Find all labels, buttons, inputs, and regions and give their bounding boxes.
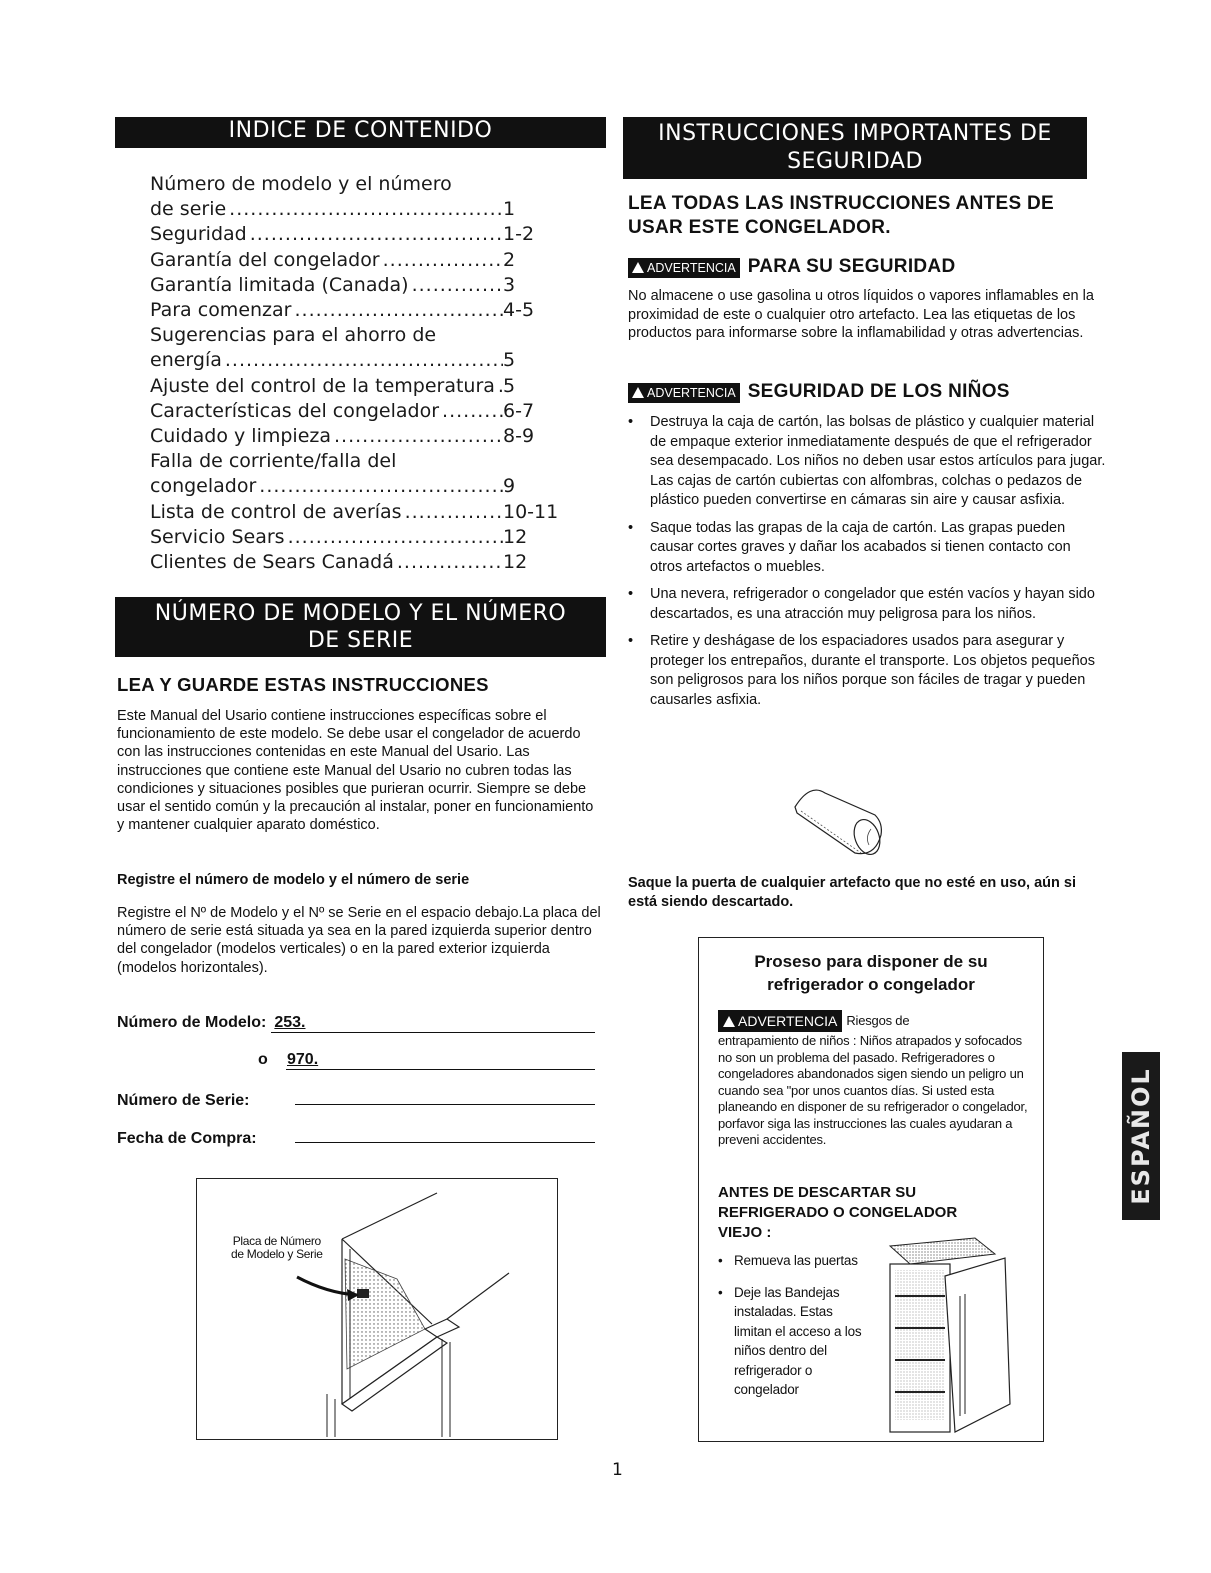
toc-entry: congelador ..... 9	[150, 474, 555, 499]
disposal-warning-lead: Riesgos de	[846, 1013, 910, 1029]
model-number-alt-line	[286, 1051, 595, 1070]
disposal-box	[698, 937, 1044, 1442]
serial-number-label: Número de Serie:	[117, 1092, 250, 1109]
warning-triangle-icon	[632, 262, 644, 273]
list-item: • Una nevera, refrigerador o congelador que estén vacíos y hayan sido descartados, es una atracción muy peligrosa para los niños.	[628, 585, 1106, 624]
model-number-value-1: 253.	[274, 1014, 306, 1031]
toc-entry: Seguridad ..... 1-2	[150, 222, 555, 247]
language-side-tab	[1122, 1052, 1160, 1220]
serial-number-line	[295, 1088, 595, 1105]
table-of-contents	[150, 172, 559, 575]
manual-paragraph: Este Manual del Usario contiene instrucciones específicas sobre el funcionamiento de este modelo. Se debe usar el congelador de acuerdo con las instrucciones contenidas en este Manual del Usario. Las instrucciones que contiene este Manual del Usario no cubren todas las condiciones y situaciones posibles que purieran ocurrir. Siempre se debe usar el sentido común y la precaución al instalar, poner en funcionamiento y mantener cualquier aparato doméstico.	[117, 708, 594, 834]
model-number-value-2: 970.	[287, 1051, 319, 1068]
list-item: • Deje las Bandejas instaladas. Estas limitan el acceso a los niños dentro del refrigerador o congelador	[718, 1283, 868, 1400]
for-safety-heading: PARA SU SEGURIDAD	[747, 256, 956, 277]
keep-instructions-heading: LEA Y GUARDE ESTAS INSTRUCCIONES	[117, 674, 489, 695]
model-number-line	[271, 1014, 595, 1033]
model-serial-header	[115, 597, 606, 657]
before-discard-heading: ANTES DE DESCARTAR SU REFRIGERADO O CONGELADOR VIEJO :	[718, 1184, 958, 1241]
serial-number-field	[117, 1088, 595, 1110]
toc-entry: Lista de control de averías ..... 10-11	[150, 500, 555, 525]
child-safety-heading: SEGURIDAD DE LOS NIÑOS	[747, 381, 1010, 402]
side-tab-text: ESPAÑOL	[1127, 1067, 1155, 1205]
list-item: • Retire y deshágase de los espaciadores usados para asegurar y proteger los entrepaños, durante el transporte. Los objetos pequeños son peligrosos para los niños porque son fáciles de tragar y pueden causarles asfixia.	[628, 632, 1106, 710]
freezer-illustration	[885, 1236, 1015, 1436]
page-number: 1	[612, 1460, 623, 1480]
for-safety-heading-row	[628, 256, 955, 278]
model-serial-header-line2: DE SERIE	[307, 628, 414, 653]
toc-header-text: INDICE DE CONTENIDO	[228, 118, 493, 143]
remove-door-notice: Saque la puerta de cualquier artefacto que no esté en uso, aún si está siendo descartado.	[628, 875, 1077, 910]
register-paragraph: Registre el Nº de Modelo y el Nº se Serie en el espacio debajo.La placa del número de serie está situada ya sea en la pared izquierda superior dentro del congelador (modelos verticales) o en la pared exterior izquierda (modelos horizontales).	[117, 905, 601, 976]
toc-entry: energía ..... 5	[150, 348, 555, 373]
child-safety-list	[628, 413, 1106, 718]
warning-badge: ADVERTENCIA	[718, 1010, 842, 1032]
warning-badge: ADVERTENCIA	[628, 383, 740, 403]
spacer-illustration	[785, 785, 895, 860]
register-heading: Registre el número de modelo y el número de serie	[117, 872, 470, 888]
toc-entry: Sugerencias para el ahorro de	[150, 324, 437, 347]
safety-header-line2: SEGURIDAD	[787, 149, 923, 174]
warning-badge: ADVERTENCIA	[628, 258, 740, 278]
child-safety-heading-row	[628, 381, 1010, 403]
model-number-field	[117, 1014, 595, 1033]
list-item: • Destruya la caja de cartón, las bolsas de plástico y cualquier material de empaque exterior inmediatamente después de que el refrigerador sea desempacado. Los niños no deben usar estos artículos para jugar. Las cajas de cartón cubiertas con alfombras, colchas o pedazos de plástico pueden convertirse en cámaras sin aire y causar asfixia.	[628, 413, 1106, 511]
warning-triangle-icon	[723, 1016, 735, 1027]
toc-entry: Garantía del congelador ..... 2	[150, 248, 555, 273]
purchase-date-label: Fecha de Compra:	[117, 1130, 257, 1147]
disposal-title: Proseso para disponer de su refrigerador o congelador	[754, 952, 988, 994]
toc-header	[115, 117, 606, 148]
freezer-corner-illustration	[197, 1179, 557, 1439]
safety-header-line1: INSTRUCCIONES IMPORTANTES DE	[658, 121, 1052, 146]
toc-entry: Ajuste del control de la temperatura ..... 5	[150, 374, 555, 399]
list-item: • Saque todas las grapas de la caja de cartón. Las grapas pueden causar cortes graves y dañar los acabados si tienen contacto con otros artefactos o muebles.	[628, 519, 1106, 578]
model-serial-header-line1: NÚMERO DE MODELO Y EL NÚMERO	[154, 601, 567, 626]
toc-entry: Garantía limitada (Canada) ..... 3	[150, 273, 555, 298]
disposal-warning-text: entrapamiento de niños : Niños atrapados y sofocados no son un problema del pasado. Refrigeradores o congeladores abandonados sigen siendo un peligro un cuando sea "por unos cuantos días. Si usted esta planeando en disponer de su refrigerador o congelador, porfavor siga las instrucciones las cuales ayudaran a preveni accidentes.	[718, 1033, 1028, 1147]
discard-steps-list	[718, 1251, 868, 1408]
purchase-date-field	[117, 1126, 595, 1148]
list-item: • Remueva las puertas	[718, 1251, 868, 1271]
safety-header	[623, 117, 1087, 179]
model-number-alt-field	[258, 1051, 595, 1070]
toc-entry: de serie ..... 1	[150, 197, 555, 222]
safety-paragraph: No almacene o use gasolina u otros líquidos o vapores inflamables en la proximidad de este o cualquier otro artefacto. Lea las etiquetas de los productos para informarse sobre la inflamabilidad y otras advertencias.	[628, 288, 1094, 341]
model-number-label: Número de Modelo:	[117, 1014, 267, 1031]
toc-entry: Para comenzar ..... 4-5	[150, 298, 555, 323]
serial-plate-figure	[196, 1178, 558, 1440]
toc-entry: Servicio Sears ..... 12	[150, 525, 555, 550]
read-all-heading: LEA TODAS LAS INSTRUCCIONES ANTES DE USAR ESTE CONGELADOR.	[628, 193, 1055, 238]
or-label: o	[258, 1051, 268, 1068]
toc-entry: Número de modelo y el número	[150, 173, 452, 195]
toc-entry: Características del congelador ..... 6-7	[150, 399, 555, 424]
disposal-warning-row	[718, 1010, 909, 1032]
purchase-date-line	[295, 1126, 595, 1143]
toc-entry: Falla de corriente/falla del	[150, 450, 397, 473]
warning-triangle-icon	[632, 387, 644, 398]
figure-label: Placa de Número de Modelo y Serie	[231, 1234, 323, 1261]
toc-entry: Clientes de Sears Canadá ..... 12	[150, 550, 555, 575]
toc-entry: Cuidado y limpieza ..... 8-9	[150, 424, 555, 449]
